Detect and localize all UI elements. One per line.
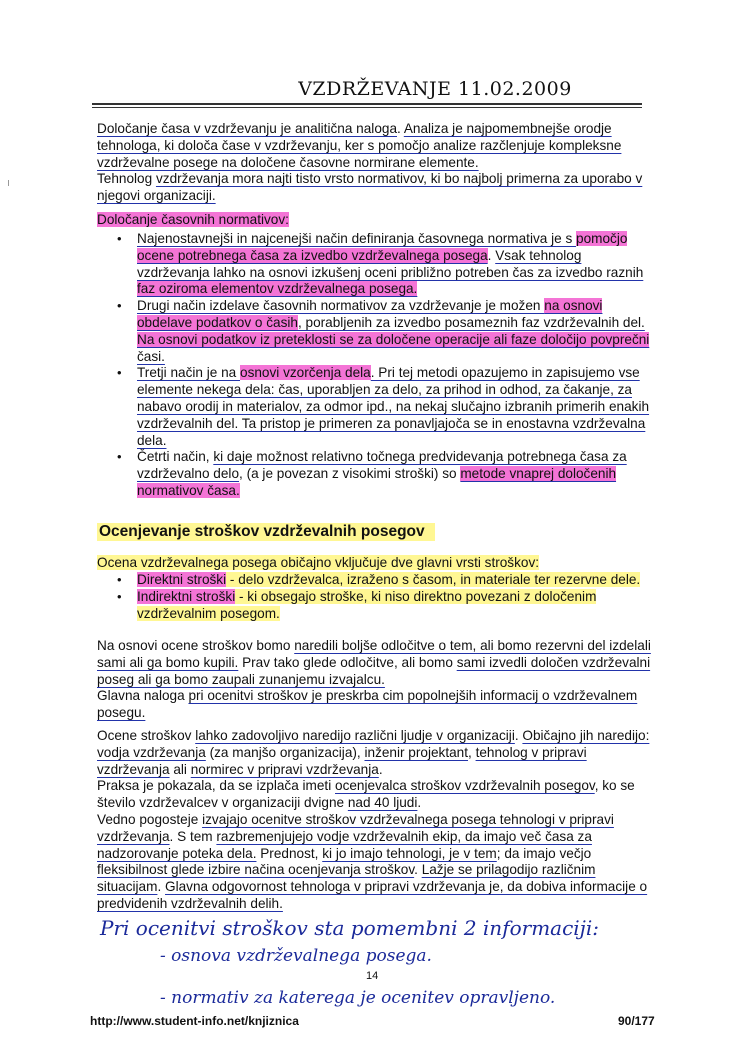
text-run: Na osnovi ocene stroškov bomo <box>97 638 295 653</box>
text-run: , ko se <box>594 778 635 794</box>
page-title: VZDRŽEVANJE 11.02.2009 <box>298 78 572 100</box>
text-run: Ocene stroškov <box>97 728 196 743</box>
intro-paragraph <box>97 121 657 205</box>
text-line <box>137 382 657 399</box>
text-line <box>137 248 657 265</box>
text-line <box>97 212 657 229</box>
text-line <box>97 655 657 672</box>
text-line <box>137 315 657 332</box>
text-line <box>97 138 657 155</box>
text-line <box>97 705 657 722</box>
text-run: ali <box>169 761 191 777</box>
underlined-text: razbremenjujejo vodje vzdrževalnih ekip, da imajo več časa za <box>216 828 592 844</box>
odlocitve-paragraph <box>97 638 657 722</box>
text-line <box>97 846 657 863</box>
underlined-text: Glavna odgovornost tehnologa v pripravi vzdrževanja je, da dobiva informacije o <box>165 879 648 895</box>
list-item <box>117 572 657 589</box>
highlighted-text: normativov časa. <box>137 482 240 498</box>
list-item <box>117 449 657 499</box>
footer-url[interactable]: http://www.student-info.net/knjiznica <box>90 1014 299 1028</box>
text-run: Vedno pogosteje <box>97 811 203 827</box>
highlighted-text: - ki obsegajo stroške, ki niso direktno povezani z določenim <box>235 588 597 604</box>
ocene-paragraph <box>97 728 657 913</box>
underlined-text: pri ocenitvi stroškov je preskrba cim popolnejših informacij o vzdrževalnem <box>188 688 638 704</box>
underlined-text: tehnologa, ki določa čase v vzdrževanju, ker s pomočjo analize razčlenjuje kompleksne <box>97 137 622 153</box>
text-line <box>97 896 657 913</box>
text-run: število vzdrževalcev v organizaciji dvigne <box>97 795 348 811</box>
text-run: Glavna naloga <box>97 688 189 704</box>
text-line <box>137 231 657 248</box>
text-run: . <box>514 728 523 743</box>
highlighted-text: metode vnaprej določenih <box>460 466 617 482</box>
underlined-text: inženir projektant <box>364 744 469 760</box>
text-line <box>137 433 657 450</box>
underlined-text: normirec v pripravi vzdrževanja <box>190 761 379 777</box>
text-line <box>97 762 657 779</box>
text-run: . <box>378 761 383 777</box>
underlined-text: tehnolog v pripravi <box>475 744 587 760</box>
highlighted-text: faz oziroma elementov vzdrževalnega posega. <box>137 281 418 297</box>
text-line <box>137 483 657 500</box>
text-line <box>97 745 657 762</box>
text-line <box>97 555 657 572</box>
text-line <box>137 365 657 382</box>
underlined-text: poseg ali ga bomo zaupali zunanjemu izvajalcu. <box>97 671 385 687</box>
text-line <box>137 349 657 366</box>
underlined-text: nabavo orodij in materialov, za odmor ipd., na nekaj slučajno izbranih primerih enakih <box>137 398 650 414</box>
text-run: . <box>417 795 422 811</box>
underlined-text: Analiza je najpomembnejše orodje <box>403 121 612 136</box>
highlighted-text: vzdrževalnim posegom. <box>137 605 280 621</box>
text-line <box>97 862 657 879</box>
underlined-text: vzdrževalne posege na določene časovne normirane elemente. <box>97 154 479 170</box>
underlined-text: dela. <box>137 432 167 448</box>
highlighted-text: Ocena vzdrževalnega posega običajno vključuje dve glavni vrsti stroškov: <box>97 555 540 570</box>
text-line <box>137 589 657 606</box>
text-line <box>97 728 657 745</box>
text-line <box>97 121 657 138</box>
text-run: Četrti način, <box>137 449 214 465</box>
title-divider <box>92 103 642 108</box>
text-run: (za manjšo organizacija), <box>205 744 365 760</box>
underlined-text: sami izvedli določen vzdrževalni <box>456 654 651 670</box>
underlined-text: nadzorovanje poteka dela. <box>97 845 257 861</box>
highlighted-text: na osnovi <box>544 298 603 314</box>
bullet-icon: • <box>117 572 122 587</box>
bullet-icon: • <box>117 365 122 381</box>
text-run: Prav tako glede odločitve, ali bomo <box>238 654 457 670</box>
text-run: Praksa je pokazala, da se izplača imeti <box>97 778 336 794</box>
text-run: ; da imajo večjo <box>496 845 592 861</box>
highlighted-text: Direktni stroški <box>137 572 227 587</box>
underlined-text: predvidenih vzdrževalnih delih. <box>97 895 283 911</box>
text-line <box>97 829 657 846</box>
underlined-text: vzdrževanja <box>97 761 170 777</box>
highlighted-text: Indirektni stroški <box>137 588 236 604</box>
highlighted-text: osnovi vzorčenja dela <box>240 365 371 381</box>
underlined-text: naredili boljše odločitve o tem, ali bomo rezervni del izdelali <box>294 638 651 653</box>
underlined-text: vzdrževanja <box>97 828 170 844</box>
underlined-text: ocenjevalca stroškov vzdrževalnih posegov <box>335 778 595 794</box>
text-run: . <box>487 247 496 263</box>
text-line <box>97 879 657 896</box>
underlined-text: njegovi organizaciji. <box>97 188 216 204</box>
list-item <box>117 298 657 365</box>
text-line <box>97 688 657 705</box>
scan-mark <box>8 180 9 186</box>
section-heading: Ocenjevanje stroškov vzdrževalnih posegov <box>97 523 435 541</box>
text-line <box>137 449 657 466</box>
underlined-text: vzdrževalnih del. Ta pristop je primeren za ponavljajoča se in enostavna vzdrževalna <box>137 415 646 431</box>
text-line <box>137 606 657 623</box>
text-line <box>97 778 657 795</box>
underlined-text: Najenostavnejši in najcenejši način definiranja časovnega normativa je s <box>137 231 577 246</box>
ocena-intro <box>97 555 657 572</box>
list-item <box>117 231 657 298</box>
handwritten-note-line1: Pri ocenitvi stroškov sta pomembni 2 informaciji: <box>100 916 600 940</box>
underlined-text: posegu. <box>97 705 146 721</box>
handwritten-note-line2: - osnova vzdrževalnega posega. <box>160 946 432 966</box>
text-run: . S tem <box>169 828 217 844</box>
underlined-text: Drugi način izdelave časovnih normativov za vzdrževanje je možen <box>137 298 545 314</box>
underlined-text: situacijam <box>97 879 158 895</box>
highlighted-text: Na osnovi podatkov iz preteklosti se za določene operacije ali faze določijo povprečni <box>137 331 650 347</box>
page-number: 14 <box>366 970 379 982</box>
underlined-text: Lažje se prilagodijo različnim <box>421 862 596 878</box>
text-line <box>137 466 657 483</box>
underlined-text: fleksibilnost glede izbire načina ocenjevanja stroškov <box>97 862 415 878</box>
text-line <box>97 171 657 188</box>
text-line <box>137 265 657 282</box>
underlined-text: . Pri tej metodi opazujemo in zapisujemo vse <box>370 365 640 381</box>
underlined-text: elemente nekega dela: čas, uporabljen za delo, za prihod in odhod, za čakanje, za <box>137 382 632 398</box>
underlined-text: Določanje časa v vzdrževanju je analitična naloga <box>97 121 397 136</box>
highlighted-text: - delo vzdrževalca, izraženo s časom, in materiale ter rezervne dele. <box>226 572 641 587</box>
text-run: . <box>414 862 422 878</box>
stroski-list <box>117 572 657 622</box>
text-run: , <box>468 744 476 760</box>
text-run: . <box>397 121 404 136</box>
text-line <box>97 672 657 689</box>
text-line <box>137 572 657 589</box>
text-line <box>97 812 657 829</box>
text-line <box>137 399 657 416</box>
underlined-text: vzdrževanja lahko na osnovi izkušenj oceni približno potreben čas za izvedbo raznih <box>137 264 644 280</box>
underlined-text: vzdrževanja mora najti tisto vrsto normativov, ki bo najbolj primerna za uporabo v <box>155 171 643 187</box>
text-run: . <box>157 879 165 895</box>
footer-page-count: 90/177 <box>618 1014 655 1028</box>
text-line <box>137 416 657 433</box>
text-line <box>97 795 657 812</box>
underlined-text: Tretji način je na <box>137 365 241 381</box>
text-run: Prednost, <box>256 845 323 861</box>
underlined-text: sami ali ga bomo kupili. <box>97 654 239 670</box>
text-line <box>137 332 657 349</box>
text-line <box>137 281 657 298</box>
underlined-text: Običajno jih naredijo: <box>522 728 650 743</box>
text-line <box>137 298 657 315</box>
underlined-text: izvajajo ocenitve stroškov vzdrževalnega posega tehnologi v pripravi <box>202 811 614 827</box>
underlined-text: ki jo imajo tehnologi, je v tem <box>322 845 497 861</box>
bullet-icon: • <box>117 588 122 604</box>
underlined-text: , porabljenih za izvedbo posameznih faz vzdrževalnih del. <box>297 314 645 330</box>
normativi-heading <box>97 212 657 229</box>
handwritten-note-line3: - normativ za katerega je ocenitev opravljeno. <box>160 988 556 1008</box>
text-run: Tehnolog <box>97 171 156 187</box>
underlined-text: Vsak tehnolog <box>495 247 582 263</box>
underlined-text: nad 40 ljudi <box>347 795 418 811</box>
text-run: , (a je povezan z visokimi stroški) so <box>239 466 461 482</box>
highlighted-text: pomočjo <box>576 231 628 246</box>
highlighted-text: Določanje časovnih normativov: <box>97 212 289 227</box>
highlighted-text: ocene potrebnega časa za izvedbo vzdrževalnega posega <box>137 247 488 263</box>
underlined-text: vodja vzdrževanja <box>97 744 206 760</box>
underlined-text: vzdrževalno delo <box>137 466 240 482</box>
highlighted-text: obdelave podatkov o časih <box>137 314 298 330</box>
underlined-text: ki daje možnost relativno točnega predvidevanja potrebnega časa za <box>213 449 627 465</box>
underlined-text: lahko zadovoljivo naredijo različni ljudje v organizaciji <box>195 728 515 743</box>
list-item <box>117 588 657 623</box>
list-item <box>117 365 657 449</box>
bullet-icon: • <box>117 298 122 314</box>
text-line <box>97 188 657 205</box>
text-line <box>97 155 657 172</box>
bullet-icon: • <box>117 449 122 465</box>
bullet-icon: • <box>117 231 122 246</box>
normativi-list <box>117 231 657 500</box>
underlined-text: časi. <box>137 348 165 364</box>
text-line <box>97 638 657 655</box>
